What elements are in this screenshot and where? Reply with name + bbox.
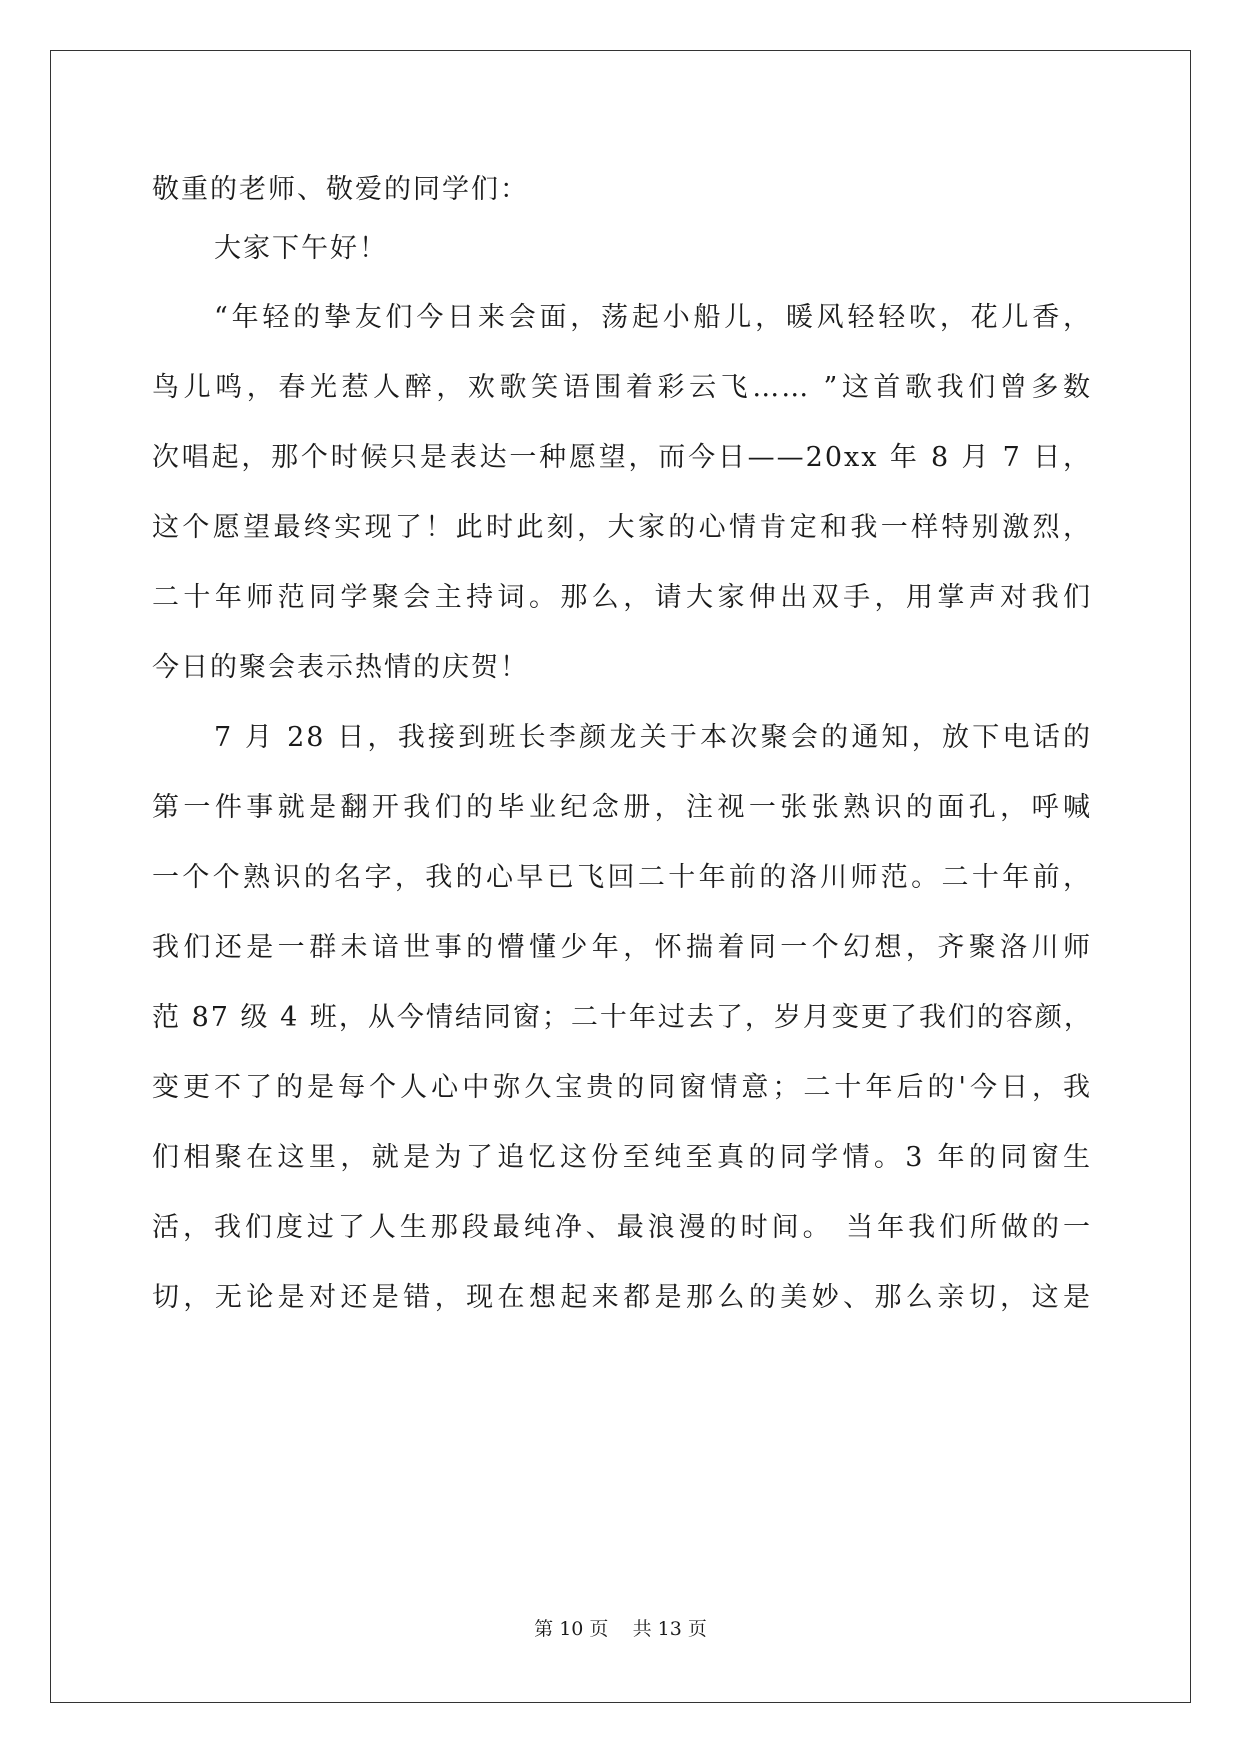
paragraph-line: 变更不了的是每个人心中弥久宝贵的同窗情意；二十年后的'今日，我 [152,1072,1092,1103]
page-footer [0,1617,1241,1641]
page-number: 第 10 页 共 13 页 [534,1618,707,1640]
paragraph-line: 鸟儿鸣，春光惹人醉，欢歌笑语围着彩云飞…… ”这首歌我们曾多数 [152,372,1092,403]
paragraph-line: 们相聚在这里，就是为了追忆这份至纯至真的同学情。3 年的同窗生 [152,1142,1092,1173]
paragraph-line: 这个愿望最终实现了！此时此刻，大家的心情肯定和我一样特别激烈， [152,512,1092,543]
paragraph-line: 一个个熟识的名字，我的心早已飞回二十年前的洛川师范。二十年前， [152,862,1092,893]
paragraph-line: “年轻的挚友们今日来会面，荡起小船儿，暖风轻轻吹，花儿香， [214,302,1092,333]
paragraph-line: 第一件事就是翻开我们的毕业纪念册，注视一张张熟识的面孔，呼喊 [152,792,1092,823]
paragraph-line: 我们还是一群未谙世事的懵懂少年，怀揣着同一个幻想，齐聚洛川师 [152,932,1092,963]
paragraph-line: 次唱起，那个时候只是表达一种愿望，而今日——20xx 年 8 月 7 日， [152,442,1092,473]
salutation-line: 敬重的老师、敬爱的同学们： [152,174,529,205]
paragraph-line: 今日的聚会表示热情的庆贺！ [152,652,529,683]
paragraph-line: 范 87 级 4 班，从今情结同窗；二十年过去了，岁月变更了我们的容颜， [152,1002,1093,1033]
paragraph-line: 活，我们度过了人生那段最纯净、最浪漫的时间。 当年我们所做的一 [152,1212,1092,1243]
paragraph-line: 二十年师范同学聚会主持词。那么，请大家伸出双手，用掌声对我们 [152,582,1092,613]
greeting-line: 大家下午好！ [214,233,388,264]
paragraph-line: 切，无论是对还是错，现在想起来都是那么的美妙、那么亲切，这是 [152,1282,1092,1313]
paragraph-line: 7 月 28 日，我接到班长李颜龙关于本次聚会的通知，放下电话的 [214,722,1092,753]
